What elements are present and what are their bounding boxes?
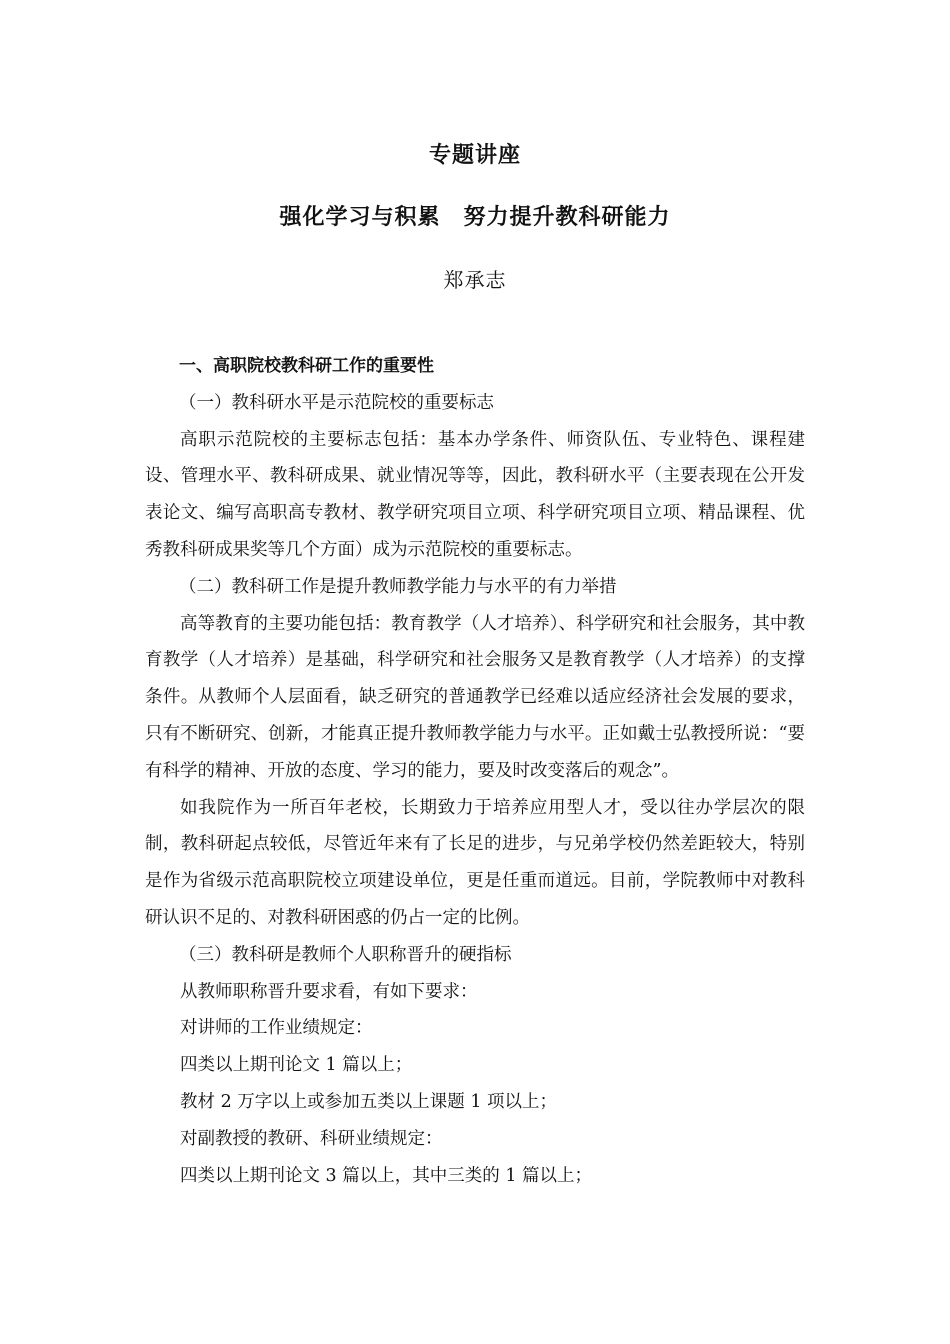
- list-item: 对副教授的教研、科研业绩规定：: [180, 1128, 443, 1149]
- subsection-heading-1: （一）教科研水平是示范院校的重要标志: [179, 392, 494, 413]
- list-item: 对讲师的工作业绩规定：: [180, 1018, 373, 1039]
- list-item: 从教师职称晋升要求看，有如下要求：: [180, 981, 478, 1002]
- subsection-heading-2: （二）教科研工作是提升教师教学能力与水平的有力举措: [179, 576, 617, 597]
- list-item: 四类以上期刊论文 3 篇以上，其中三类的 1 篇以上；: [180, 1165, 593, 1186]
- paragraph: 高等教育的主要功能包括：教育教学（人才培养）、科学研究和社会服务，其中教育教学（人才培养）是基础，科学研究和社会服务又是教育教学（人才培养）的支撑条件。从教师个人层面看，缺乏研究的普通教学已经难以适应经济社会发展的要求，只有不断研究、创新，才能真正提升教师教学能力与水平。正如戴士弘教授所说：“要有科学的精神、开放的态度、学习的能力，要及时改变落后的观念”。: [145, 613, 805, 781]
- paragraph: 高职示范院校的主要标志包括：基本办学条件、师资队伍、专业特色、课程建设、管理水平、教科研成果、就业情况等等，因此，教科研水平（主要表现在公开发表论文、编写高职高专教材、教学研究项目立项、科学研究项目立项、精品课程、优秀教科研成果奖等几个方面）成为示范院校的重要标志。: [145, 429, 805, 560]
- paragraph: 如我院作为一所百年老校，长期致力于培养应用型人才，受以往办学层次的限制，教科研起点较低，尽管近年来有了长足的进步，与兄弟学校仍然差距较大，特别是作为省级示范高职院校立项建设单位，更是任重而道远。目前，学院教师中对教科研认识不足的、对教科研困惑的仍占一定的比例。: [145, 797, 805, 928]
- author-name: 郑承志: [443, 268, 507, 292]
- kicker-title: 专题讲座: [428, 143, 521, 168]
- subsection-heading-3: （三）教科研是教师个人职称晋升的硬指标: [179, 944, 512, 965]
- list-item: 四类以上期刊论文 1 篇以上；: [180, 1055, 413, 1076]
- document-body: [145, 348, 805, 1194]
- list-item: 教材 2 万字以上或参加五类以上课题 1 项以上；: [180, 1091, 558, 1112]
- section-heading: 一、高职院校教科研工作的重要性: [179, 356, 434, 376]
- main-title: 强化学习与积累 努力提升教科研能力: [279, 205, 671, 230]
